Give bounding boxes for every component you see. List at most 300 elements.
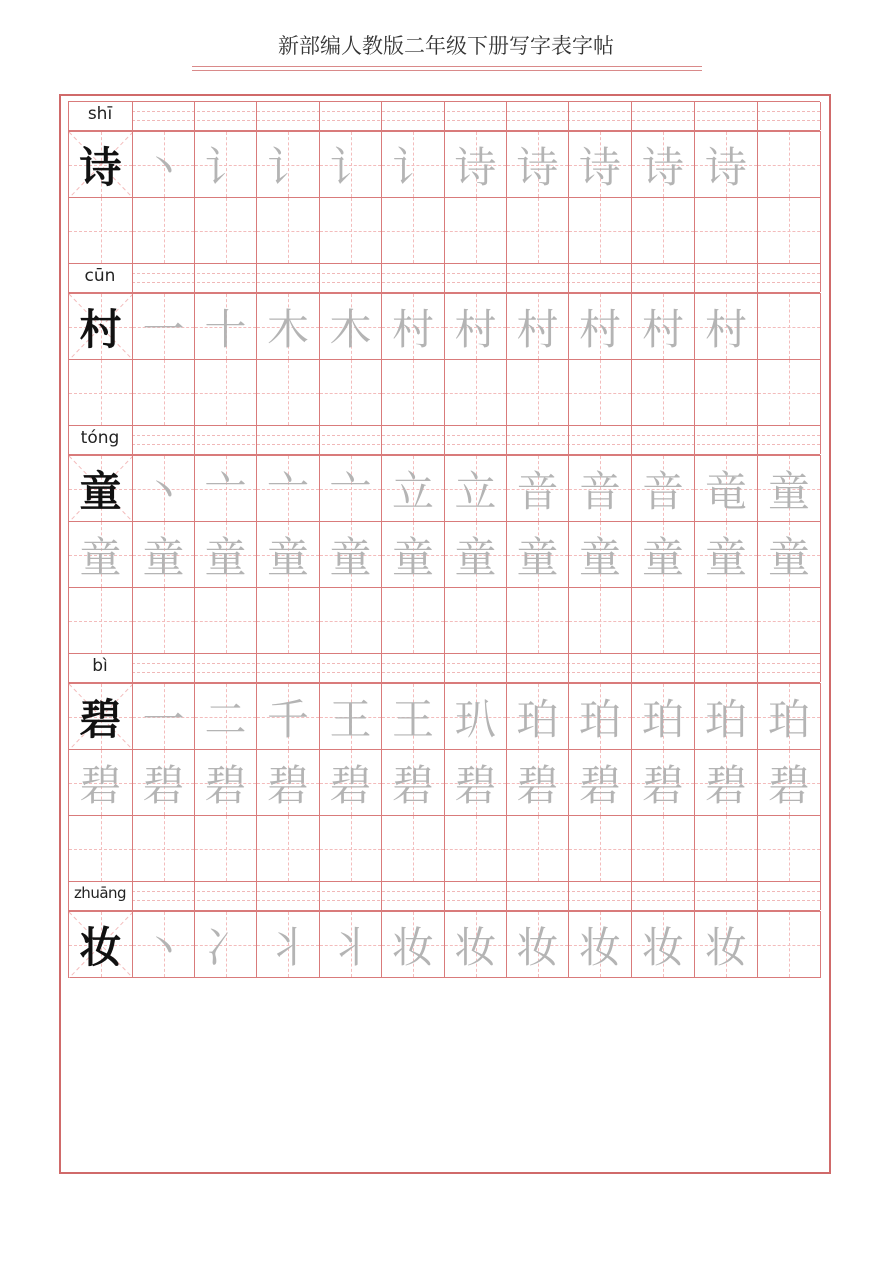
trace-character: 立 [454,466,497,516]
tianzige-cell[interactable] [132,587,195,654]
pinyin-column-line [694,264,695,292]
trace-character: 珀 [704,694,747,744]
pinyin-row [68,653,820,683]
trace-character: 讠 [391,142,434,192]
tianzige-cell[interactable] [631,911,695,978]
trace-character: 丶 [142,466,185,516]
cell-guide-vertical [538,198,539,263]
cell-guide-vertical [226,198,227,263]
pinyin-column-line [194,882,195,910]
pinyin-column-line [256,426,257,454]
tianzige-cell[interactable] [194,521,257,588]
pinyin-guide-line [132,435,820,436]
pinyin-column-line [381,102,382,130]
tianzige-cell[interactable] [631,131,695,198]
tianzige-cell[interactable] [381,587,445,654]
tianzige-cell[interactable] [631,197,695,264]
character-row [68,455,820,521]
tianzige-cell[interactable] [256,587,320,654]
pinyin-column-line [568,102,569,130]
cell-guide-vertical [413,816,414,881]
cell-guide-vertical [101,198,102,263]
tianzige-cell[interactable] [256,359,320,426]
cell-guide-vertical [413,198,414,263]
trace-character: 碧 [704,760,747,810]
tianzige-cell[interactable] [132,749,195,816]
pinyin-label: zhuāng [73,884,127,902]
tianzige-cell[interactable] [132,131,195,198]
character-row [68,359,820,425]
pinyin-column-line [631,264,632,292]
tianzige-cell[interactable] [694,815,758,882]
tianzige-cell[interactable] [381,455,445,522]
cell-guide-vertical [476,198,477,263]
tianzige-cell[interactable] [757,749,821,816]
tianzige-cell[interactable] [631,455,695,522]
pinyin-column-line [256,102,257,130]
pinyin-column-line [444,264,445,292]
pinyin-guide-line [132,273,820,274]
pinyin-column-line [194,654,195,682]
model-character: 诗 [79,142,122,192]
trace-character: 村 [391,304,434,354]
trace-character: 木 [266,304,309,354]
trace-character: 村 [516,304,559,354]
cell-guide-vertical [226,588,227,653]
page-title: 新部编人教版二年级下册写字表字帖 [278,34,614,58]
tianzige-cell[interactable] [319,683,382,750]
cell-guide-vertical [413,588,414,653]
cell-guide-vertical [726,198,727,263]
tianzige-cell[interactable] [631,293,695,360]
tianzige-cell[interactable] [256,131,320,198]
pinyin-column-line [631,654,632,682]
tianzige-cell[interactable] [256,197,320,264]
tianzige-cell[interactable] [694,293,758,360]
tianzige-cell[interactable] [506,815,569,882]
tianzige-cell[interactable] [256,749,320,816]
trace-character: 童 [767,466,810,516]
tianzige-cell[interactable] [568,815,632,882]
tianzige-cell[interactable] [319,749,382,816]
title-underline-bottom [192,70,702,71]
pinyin-label: cūn [84,266,116,286]
trace-character: 童 [516,532,559,582]
tianzige-cell[interactable] [381,815,445,882]
trace-character: 碧 [329,760,372,810]
pinyin-column-line [381,426,382,454]
pinyin-column-line [820,426,821,454]
pinyin-column-line [568,264,569,292]
pinyin-column-line [757,102,758,130]
cell-guide-vertical [288,360,289,425]
tianzige-cell[interactable] [194,197,257,264]
trace-character: 音 [578,466,621,516]
trace-character: 妆 [516,922,559,972]
pinyin-column-line [319,426,320,454]
pinyin-column-line [820,264,821,292]
tianzige-cell[interactable] [319,815,382,882]
tianzige-cell[interactable] [506,911,569,978]
trace-character: 丬 [266,922,309,972]
tianzige-cell[interactable] [381,521,445,588]
tianzige-cell[interactable] [568,521,632,588]
tianzige-cell[interactable] [757,197,821,264]
cell-guide-vertical [789,198,790,263]
tianzige-cell[interactable] [757,131,821,198]
pinyin-column-line [381,654,382,682]
trace-character: 碧 [578,760,621,810]
tianzige-cell[interactable] [631,587,695,654]
tianzige-cell[interactable] [68,359,133,426]
cell-guide-vertical [789,588,790,653]
pinyin-column-line [757,426,758,454]
pinyin-row [68,881,820,911]
trace-character: 竜 [704,466,747,516]
pinyin-guide-line [132,663,820,664]
cell-guide-vertical [600,360,601,425]
pinyin-column-line [820,654,821,682]
tianzige-cell[interactable] [444,359,507,426]
tianzige-cell[interactable] [694,197,758,264]
tianzige-cell[interactable] [694,683,758,750]
cell-guide-vertical [600,588,601,653]
tianzige-cell[interactable] [256,521,320,588]
tianzige-cell[interactable] [568,293,632,360]
pinyin-column-line [256,264,257,292]
pinyin-column-line [256,654,257,682]
tianzige-cell[interactable] [68,197,133,264]
tianzige-cell[interactable] [757,521,821,588]
tianzige-cell[interactable] [319,293,382,360]
tianzige-cell[interactable] [631,683,695,750]
trace-character: 碧 [767,760,810,810]
tianzige-cell[interactable] [757,455,821,522]
character-row [68,749,820,815]
tianzige-cell[interactable] [568,911,632,978]
tianzige-cell[interactable] [757,587,821,654]
tianzige-cell[interactable] [631,815,695,882]
tianzige-cell[interactable] [568,455,632,522]
tianzige-cell[interactable] [132,293,195,360]
tianzige-cell[interactable] [444,197,507,264]
trace-character: 碧 [204,760,247,810]
tianzige-cell[interactable] [631,521,695,588]
tianzige-cell[interactable] [194,131,257,198]
tianzige-cell[interactable] [444,911,507,978]
cell-guide-vertical [351,816,352,881]
tianzige-cell[interactable] [256,683,320,750]
cell-guide-vertical [101,588,102,653]
pinyin-column-line [694,654,695,682]
tianzige-cell[interactable] [568,131,632,198]
pinyin-column-line [568,654,569,682]
cell-guide-vertical [538,588,539,653]
tianzige-cell[interactable] [757,293,821,360]
trace-character: 珀 [516,694,559,744]
tianzige-cell[interactable] [132,455,195,522]
cell-guide-vertical [538,816,539,881]
cell-guide-vertical [164,816,165,881]
tianzige-cell[interactable] [319,131,382,198]
pinyin-column-line [506,264,507,292]
trace-character: 碧 [454,760,497,810]
tianzige-cell[interactable] [381,131,445,198]
tianzige-cell[interactable] [132,815,195,882]
tianzige-cell[interactable] [194,359,257,426]
pinyin-label: bì [92,656,108,676]
tianzige-cell[interactable] [444,131,507,198]
pinyin-column-line [444,426,445,454]
trace-character: 妆 [704,922,747,972]
tianzige-cell[interactable] [194,293,257,360]
pinyin-row [68,263,820,293]
tianzige-cell[interactable] [757,911,821,978]
tianzige-cell[interactable] [68,911,133,978]
trace-character: 碧 [391,760,434,810]
trace-character: 珀 [578,694,621,744]
tianzige-cell[interactable] [444,587,507,654]
trace-character: 立 [391,466,434,516]
pinyin-column-line [631,882,632,910]
trace-character: 讠 [266,142,309,192]
tianzige-cell[interactable] [631,359,695,426]
cell-guide-vertical [600,198,601,263]
trace-character: 童 [641,532,684,582]
tianzige-cell[interactable] [319,911,382,978]
tianzige-cell[interactable] [694,521,758,588]
tianzige-cell[interactable] [68,293,133,360]
trace-character: 童 [204,532,247,582]
cell-guide-vertical [413,360,414,425]
tianzige-cell[interactable] [194,911,257,978]
trace-character: 村 [641,304,684,354]
trace-character: 丬 [329,922,372,972]
trace-character: 珀 [767,694,810,744]
pinyin-row [68,101,820,131]
tianzige-cell[interactable] [381,359,445,426]
pinyin-column-line [694,882,695,910]
tianzige-cell[interactable] [256,455,320,522]
trace-character: 童 [704,532,747,582]
tianzige-cell[interactable] [444,683,507,750]
pinyin-column-line [757,654,758,682]
trace-character: 讠 [329,142,372,192]
tianzige-cell[interactable] [444,749,507,816]
tianzige-cell[interactable] [68,683,133,750]
tianzige-cell[interactable] [319,197,382,264]
tianzige-cell[interactable] [506,293,569,360]
cell-guide-vertical [663,816,664,881]
character-row [68,587,820,653]
trace-character: 丶 [142,922,185,972]
trace-character: 碧 [142,760,185,810]
cell-guide-vertical [476,588,477,653]
cell-guide-vertical [288,198,289,263]
tianzige-cell[interactable] [694,749,758,816]
trace-character: 妆 [578,922,621,972]
tianzige-cell[interactable] [694,587,758,654]
trace-character: 村 [578,304,621,354]
tianzige-cell[interactable] [132,521,195,588]
tianzige-cell[interactable] [256,293,320,360]
tianzige-cell[interactable] [381,197,445,264]
pinyin-column-line [319,264,320,292]
cell-guide-vertical [288,588,289,653]
tianzige-cell[interactable] [444,521,507,588]
tianzige-cell[interactable] [757,815,821,882]
tianzige-cell[interactable] [444,293,507,360]
cell-guide-vertical [101,816,102,881]
model-character: 妆 [79,922,122,972]
cell-guide-vertical [476,816,477,881]
character-row [68,521,820,587]
tianzige-cell[interactable] [319,359,382,426]
pinyin-column-line [506,882,507,910]
tianzige-cell[interactable] [568,683,632,750]
cell-guide-vertical [538,360,539,425]
model-character: 村 [79,304,122,354]
pinyin-column-line [132,102,133,130]
trace-character: 十 [204,304,247,354]
tianzige-cell[interactable] [444,815,507,882]
trace-character: 童 [79,532,122,582]
trace-character: 音 [516,466,559,516]
character-row [68,911,820,977]
pinyin-column-line [444,654,445,682]
tianzige-cell[interactable] [68,521,133,588]
trace-character: 村 [704,304,747,354]
pinyin-guide-line [132,111,820,112]
trace-character: 童 [578,532,621,582]
tianzige-cell[interactable] [506,749,569,816]
trace-character: 玐 [454,694,497,744]
tianzige-cell[interactable] [444,455,507,522]
cell-guide-vertical [164,588,165,653]
tianzige-cell[interactable] [132,683,195,750]
tianzige-cell[interactable] [194,749,257,816]
trace-character: 一 [142,304,185,354]
tianzige-cell[interactable] [68,455,133,522]
pinyin-column-line [444,102,445,130]
tianzige-cell[interactable] [68,587,133,654]
tianzige-cell[interactable] [68,131,133,198]
tianzige-cell[interactable] [631,749,695,816]
trace-character: 童 [391,532,434,582]
character-row [68,293,820,359]
pinyin-column-line [506,102,507,130]
tianzige-cell[interactable] [506,683,569,750]
cell-guide-vertical [789,294,790,359]
tianzige-cell[interactable] [256,911,320,978]
tianzige-cell[interactable] [132,197,195,264]
trace-character: 村 [454,304,497,354]
pinyin-column-line [132,264,133,292]
tianzige-cell[interactable] [194,815,257,882]
tianzige-cell[interactable] [319,587,382,654]
tianzige-cell[interactable] [132,359,195,426]
trace-character: 碧 [516,760,559,810]
tianzige-cell[interactable] [381,911,445,978]
tianzige-cell[interactable] [568,749,632,816]
tianzige-cell[interactable] [506,521,569,588]
model-character: 碧 [79,694,122,744]
tianzige-cell[interactable] [381,683,445,750]
tianzige-cell[interactable] [194,587,257,654]
trace-character: 音 [641,466,684,516]
cell-guide-vertical [726,588,727,653]
trace-character: 诗 [454,142,497,192]
tianzige-cell[interactable] [568,197,632,264]
tianzige-cell[interactable] [381,749,445,816]
pinyin-column-line [194,102,195,130]
pinyin-column-line [256,882,257,910]
trace-character: 碧 [266,760,309,810]
trace-character: 诗 [704,142,747,192]
tianzige-cell[interactable] [506,455,569,522]
pinyin-column-line [132,426,133,454]
pinyin-column-line [132,882,133,910]
tianzige-cell[interactable] [381,293,445,360]
tianzige-cell[interactable] [568,587,632,654]
tianzige-cell[interactable] [506,587,569,654]
trace-character: 二 [204,694,247,744]
tianzige-cell[interactable] [568,359,632,426]
tianzige-cell[interactable] [694,359,758,426]
tianzige-cell[interactable] [694,131,758,198]
tianzige-cell[interactable] [319,455,382,522]
tianzige-cell[interactable] [194,455,257,522]
tianzige-cell[interactable] [68,815,133,882]
trace-character: 冫 [204,922,247,972]
tianzige-cell[interactable] [694,455,758,522]
tianzige-cell[interactable] [506,197,569,264]
pinyin-column-line [132,654,133,682]
title-underline-top [192,66,702,67]
tianzige-cell[interactable] [194,683,257,750]
pinyin-column-line [194,264,195,292]
cell-guide-vertical [789,816,790,881]
character-row [68,815,820,881]
tianzige-cell[interactable] [256,815,320,882]
pinyin-column-line [381,264,382,292]
pinyin-column-line [568,426,569,454]
tianzige-cell[interactable] [506,131,569,198]
cell-guide-vertical [476,360,477,425]
trace-character: 亠 [329,466,372,516]
tianzige-cell[interactable] [132,911,195,978]
trace-character: 诗 [578,142,621,192]
trace-character: 妆 [641,922,684,972]
pinyin-label: shī [87,104,113,124]
tianzige-cell[interactable] [319,521,382,588]
trace-character: 童 [767,532,810,582]
trace-character: 童 [329,532,372,582]
pinyin-column-line [381,882,382,910]
character-row [68,131,820,197]
tianzige-cell[interactable] [757,359,821,426]
pinyin-column-line [757,264,758,292]
tianzige-cell[interactable] [506,359,569,426]
tianzige-cell[interactable] [694,911,758,978]
cell-guide-vertical [226,816,227,881]
cell-guide-vertical [288,816,289,881]
tianzige-cell[interactable] [757,683,821,750]
trace-character: 王 [391,694,434,744]
tianzige-cell[interactable] [68,749,133,816]
pinyin-column-line [319,882,320,910]
cell-guide-vertical [351,360,352,425]
